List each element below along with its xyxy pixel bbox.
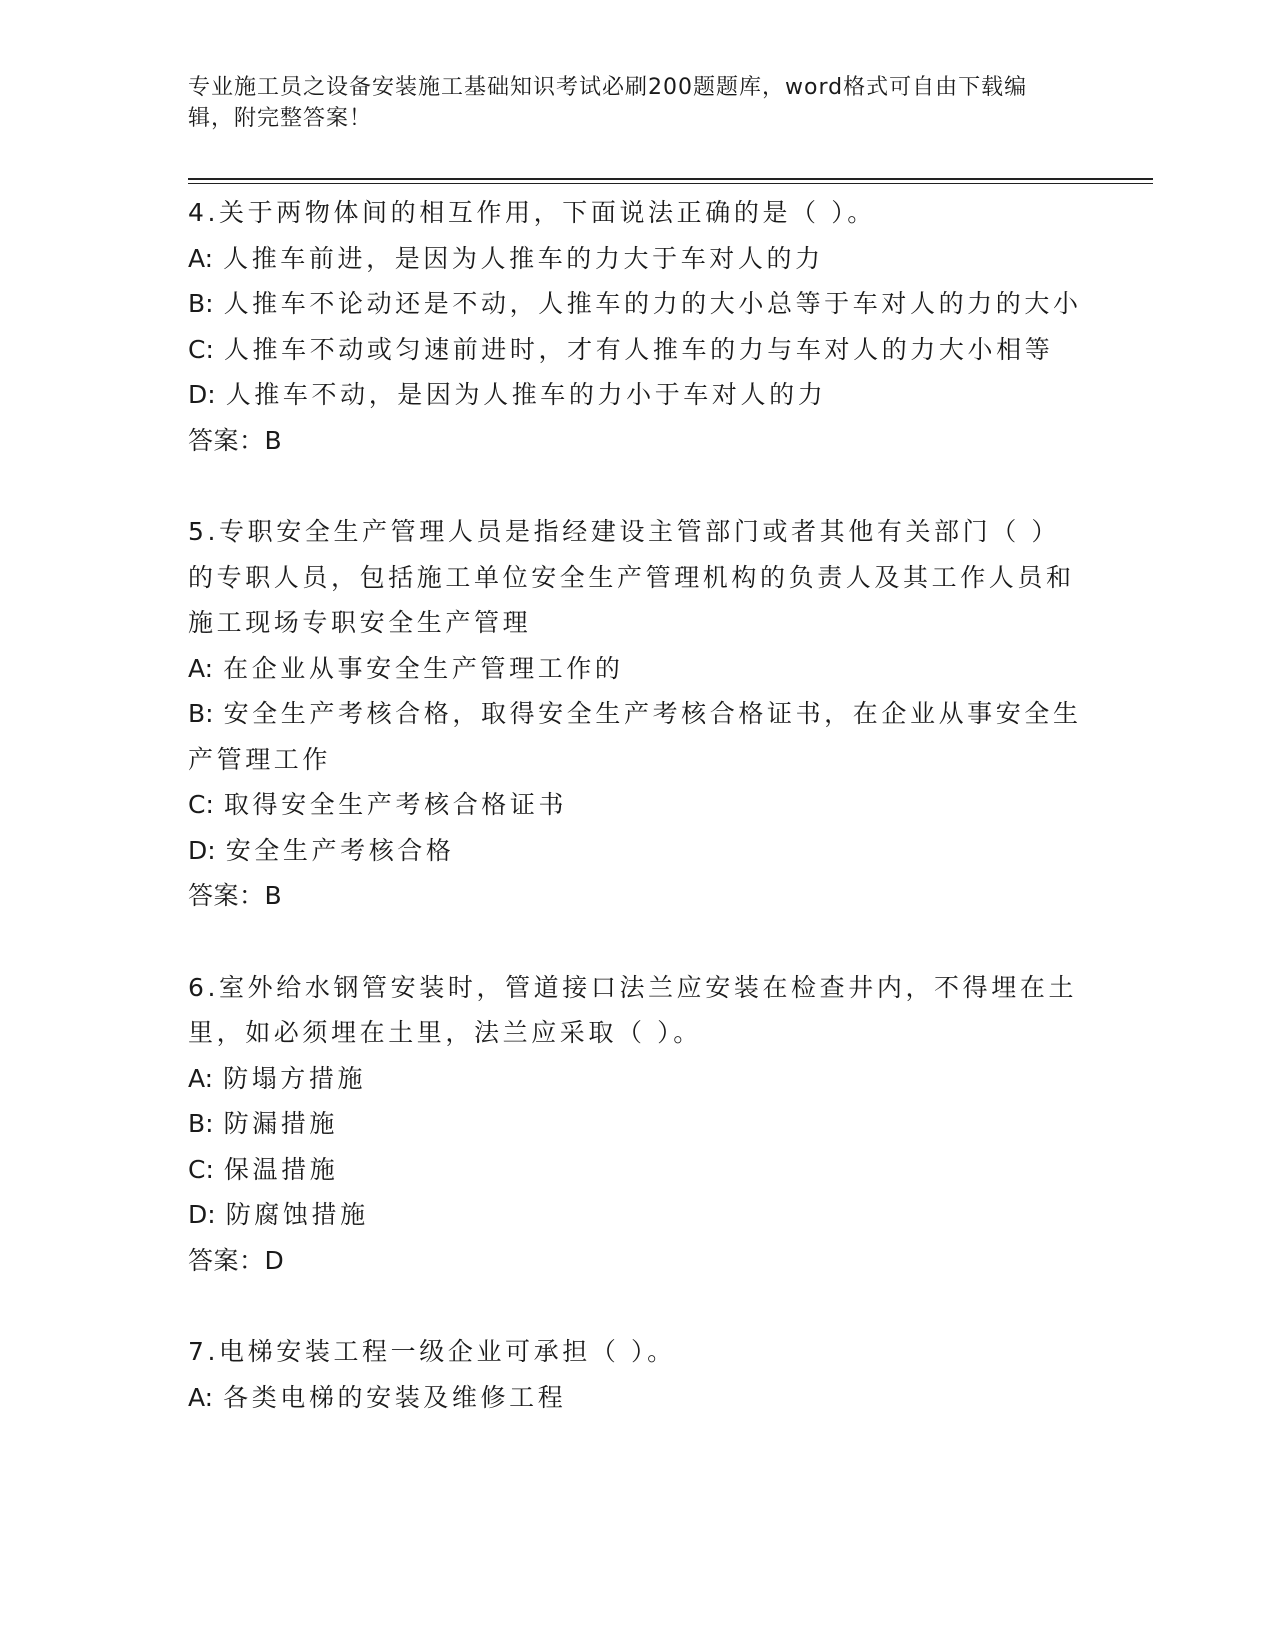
- option-text: 防腐蚀措施: [225, 1200, 369, 1229]
- answer-label: 答案：B: [188, 425, 283, 455]
- option-c: [188, 1147, 1088, 1193]
- option-c: [188, 782, 1088, 828]
- question-stem: 4.关于两物体间的相互作用，下面说法正确的是（ ）。: [188, 198, 876, 227]
- option-d: [188, 828, 1088, 874]
- question-5: [188, 509, 1088, 919]
- document-header: 专业施工员之设备安装施工基础知识考试必刷200题题库，word格式可自由下载编辑，附完整答案！: [188, 75, 1028, 131]
- option-c: [188, 327, 1088, 373]
- option-text: 人推车不动或匀速前进时，才有人推车的力与车对人的力大小相等: [223, 334, 1054, 364]
- option-d: [188, 1192, 1088, 1238]
- option-letter: D:: [188, 835, 216, 865]
- question-7: [188, 1329, 1088, 1420]
- option-a: [188, 236, 1088, 282]
- question-stem: 7.电梯安装工程一级企业可承担（ ）。: [188, 1337, 676, 1366]
- option-letter: C:: [188, 334, 214, 364]
- option-letter: D:: [188, 380, 216, 409]
- question-stem: 5.专职安全生产管理人员是指经建设主管部门或者其他有关部门（ ）的专职人员，包括施工单位安全生产管理机构的负责人及其工作人员和施工现场专职安全生产管理: [188, 517, 1075, 637]
- question-list: [188, 190, 1088, 1420]
- option-letter: A:: [188, 1382, 214, 1412]
- option-letter: A:: [188, 243, 214, 273]
- option-text: 安全生产考核合格，取得安全生产考核合格证书，在企业从事安全生产管理工作: [188, 699, 1082, 774]
- option-text: 取得安全生产考核合格证书: [223, 790, 568, 819]
- spacer: [188, 1283, 1088, 1329]
- spacer: [188, 919, 1088, 965]
- option-letter: A:: [188, 1063, 214, 1093]
- option-text: 防塌方措施: [223, 1063, 367, 1093]
- option-letter: B:: [188, 289, 214, 318]
- option-text: 各类电梯的安装及维修工程: [223, 1382, 567, 1412]
- option-a: [188, 1375, 1088, 1421]
- option-text: 人推车前进，是因为人推车的力大于车对人的力: [223, 243, 824, 273]
- question-4: [188, 190, 1088, 463]
- spacer: [188, 463, 1088, 509]
- option-letter: B:: [188, 1109, 214, 1138]
- option-letter: B:: [188, 699, 214, 728]
- option-letter: C:: [188, 790, 214, 819]
- option-b: [188, 281, 1088, 327]
- answer-label: 答案：D: [188, 1245, 285, 1275]
- option-a: [188, 1056, 1088, 1102]
- option-text: 保温措施: [223, 1154, 339, 1184]
- header-rule-thick: [188, 178, 1153, 180]
- option-letter: A:: [188, 653, 214, 683]
- option-text: 防漏措施: [223, 1109, 338, 1138]
- option-a: [188, 646, 1088, 692]
- option-text: 安全生产考核合格: [225, 835, 455, 865]
- question-6: [188, 965, 1088, 1284]
- option-text: 人推车不动，是因为人推车的力小于车对人的力: [225, 380, 827, 409]
- option-letter: C:: [188, 1154, 214, 1184]
- option-text: 在企业从事安全生产管理工作的: [223, 653, 624, 683]
- header-rule-thin: [188, 183, 1153, 184]
- option-b: [188, 691, 1088, 782]
- option-d: [188, 372, 1088, 418]
- option-b: [188, 1101, 1088, 1147]
- option-letter: D:: [188, 1200, 216, 1229]
- option-text: 人推车不论动还是不动，人推车的力的大小总等于车对人的力的大小: [223, 289, 1082, 318]
- answer-label: 答案：B: [188, 881, 283, 910]
- question-stem: 6.室外给水钢管安装时，管道接口法兰应安装在检查井内，不得埋在土里，如必须埋在土里，法兰应采取（ ）。: [188, 972, 1078, 1047]
